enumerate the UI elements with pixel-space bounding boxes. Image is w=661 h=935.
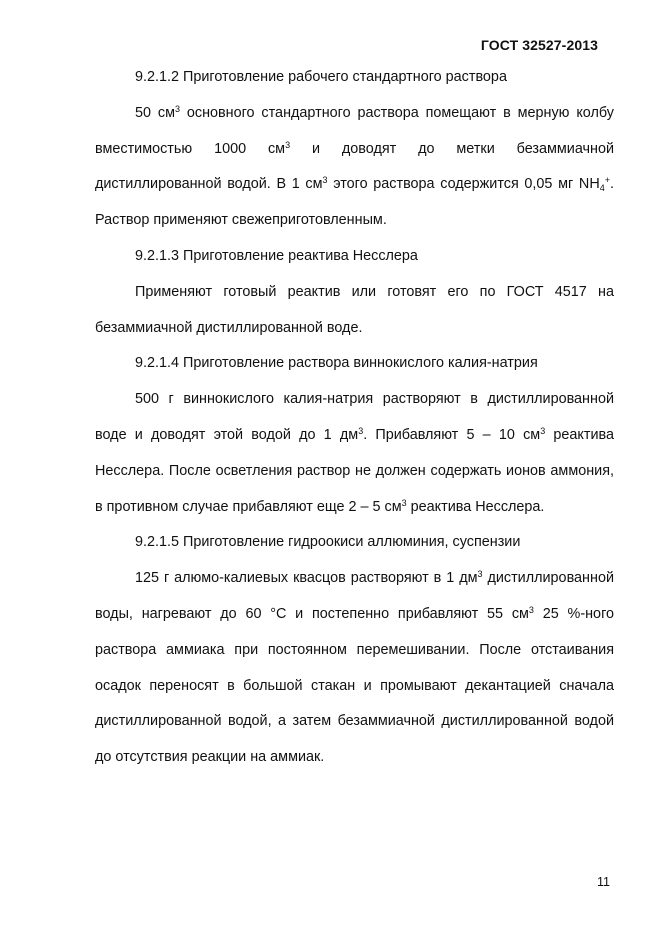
- paragraph-aluminium-hydroxide-suspension: 125 г алюмо-калиевых квасцов растворяют в 1 $дм^3$ дистиллированной воды, нагревают до 60 °С и постепенно прибавляют 55 $см^3$ 25 %-ного раствора аммиака при постоянном перемешивании. После отстаивания осадок переносят в большой стакан и промывают декантацией сначала дистиллированной водой, а затем безаммиачной дистиллированной водой до отсутствия реакции на аммиак.: [95, 569, 615, 766]
- section-heading-9-2-1-5: 9.2.1.5 Приготовление гидроокиси аллюминия, суспензии: [135, 534, 521, 551]
- page-number: 11: [597, 875, 610, 889]
- section-heading-9-2-1-4: 9.2.1.4 Приготовление раствора виннокислого калия-натрия: [135, 355, 538, 372]
- paragraph-nessler-reagent: Применяют готовый реактив или готовят его по ГОСТ 4517 на безаммиачной дистиллированной воде.: [95, 283, 614, 336]
- paragraph-working-standard-solution: 50 $см^3$ основного стандартного раствора помещают в мерную колбу вместимостью 1000 $см^3$ и доводят до метки безаммиачной дистиллированной водой. В 1 $см^3$ этого раствора содержится 0,05 мг $NH_4^+$. Раствор применяют свежеприготовленным.: [95, 103, 615, 229]
- section-heading-9-2-1-2: 9.2.1.2 Приготовление рабочего стандартного раствора: [135, 69, 507, 85]
- document-header: ГОСТ 32527-2013: [480, 37, 598, 53]
- document-body: [95, 60, 614, 776]
- section-heading-9-2-1-3: 9.2.1.3 Приготовление реактива Несслера: [135, 247, 418, 264]
- paragraph-potassium-sodium-tartrate: 500 г виннокислого калия-натрия растворяют в дистиллированной воде и доводят этой водой до 1 $дм^3$. Прибавляют 5 – 10 $см^3$ реактива Несслера. После осветления раствор не должен содержать ионов аммония, в противном случае прибавляют еще 2 – 5 $см^3$ реактива Несслера.: [95, 391, 615, 515]
